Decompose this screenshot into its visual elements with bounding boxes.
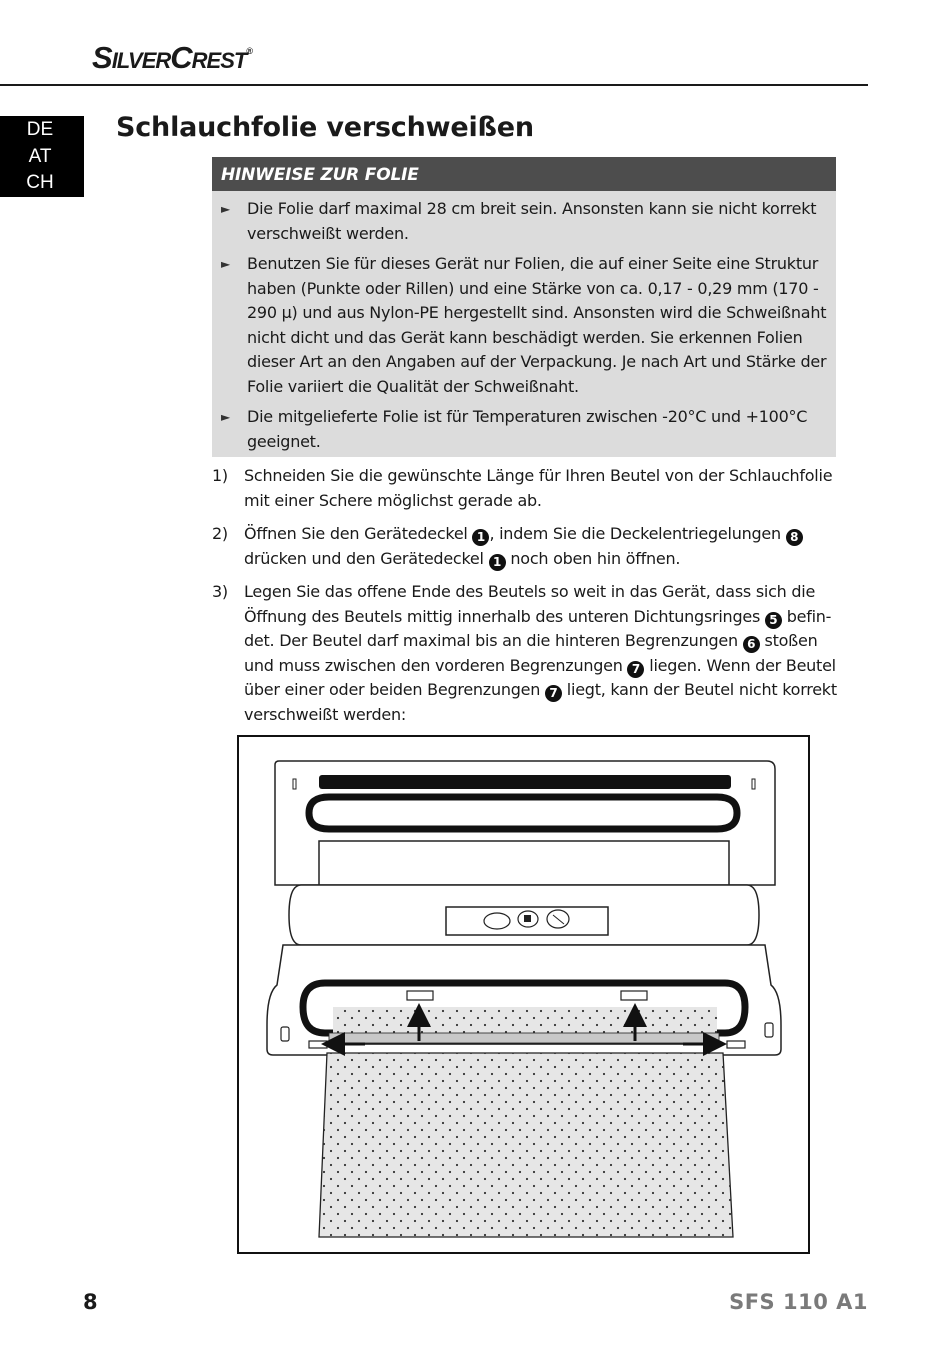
step-number: 2)	[212, 524, 228, 543]
device-lid	[275, 761, 775, 885]
language-code: CH	[26, 172, 54, 193]
step-item: 2) Öffnen Sie den Gerätedeckel 1 , indem Sie die Deckelentriegelungen 8 drücken und den Gerätedeckel 1 noch oben hin öffnen.	[212, 522, 842, 571]
step-item: 3) Legen Sie das offene Ende des Beutels so weit in das Gerät, dass sich die Öffnung des Beutels mittig innerhalb des unteren Dichtungsringes 5 befin-det. Der Beutel darf maximal bis an die hinteren Begrenzungen 6 stoßen und muss zwischen den vorderen Begrenzungen 7 liegen. Wenn der Beutel über einer oder beiden Begrenzungen 7 liegt, kann der Beutel nicht korrekt verschweißt werden:	[212, 582, 837, 724]
notes-box	[212, 157, 836, 457]
language-tab	[0, 116, 84, 197]
model-number: SFS 110 A1	[729, 1290, 868, 1314]
header-divider	[0, 84, 868, 86]
part-number-badge: 1	[472, 529, 489, 546]
step-number: 1)	[212, 466, 228, 485]
step-number: 3)	[212, 582, 228, 601]
part-number-badge: 1	[489, 554, 506, 571]
note-item: ► Die Folie darf maximal 28 cm breit sein. Ansonsten kann sie nicht korrekt verschweißt werden.	[221, 199, 817, 243]
note-item: ► Benutzen Sie für dieses Gerät nur Folien, die auf einer Seite eine Struktur haben (Punkte oder Rillen) und eine Stärke von ca. 0,17 - 0,29 mm (170 - 290 µ) und aus Nylon-PE hergestellt sind. Ansonsten wird die Schweißnaht nicht dicht und das Gerät kann beschädigt werden. Sie erkennen Folien dieser Art an den Angaben auf der Verpackung. Je nach Art und Stärke der Folie variiert die Qualität der Schweißnaht.	[221, 254, 827, 396]
triangle-right-icon: ►	[221, 257, 230, 271]
part-number-badge: 7	[627, 661, 644, 678]
triangle-right-icon: ►	[221, 410, 230, 424]
part-number-badge: 8	[786, 529, 803, 546]
device-illustration	[237, 735, 810, 1254]
control-panel	[289, 885, 759, 945]
brand-logo: SILVERCREST®	[92, 40, 253, 75]
foil-bag	[319, 1007, 733, 1237]
notes-list	[212, 191, 836, 454]
triangle-right-icon: ►	[221, 202, 230, 216]
language-code: AT	[28, 145, 52, 167]
page-number: 8	[83, 1290, 98, 1314]
step-item: 1) Schneiden Sie die gewünschte Länge für Ihren Beutel von der Schlauchfolie mit einer Schere möglichst gerade ab.	[212, 466, 833, 510]
page-title: Schlauchfolie verschweißen	[116, 112, 534, 143]
part-number-badge: 5	[765, 612, 782, 629]
part-number-badge: 7	[545, 685, 562, 702]
notes-heading: HINWEISE ZUR FOLIE	[212, 157, 836, 191]
note-item: ► Die mitgelieferte Folie ist für Temperaturen zwischen -20°C und +100°C geeignet.	[221, 407, 808, 451]
instruction-steps	[212, 464, 842, 736]
part-number-badge: 6	[743, 636, 760, 653]
language-code: DE	[26, 119, 54, 140]
